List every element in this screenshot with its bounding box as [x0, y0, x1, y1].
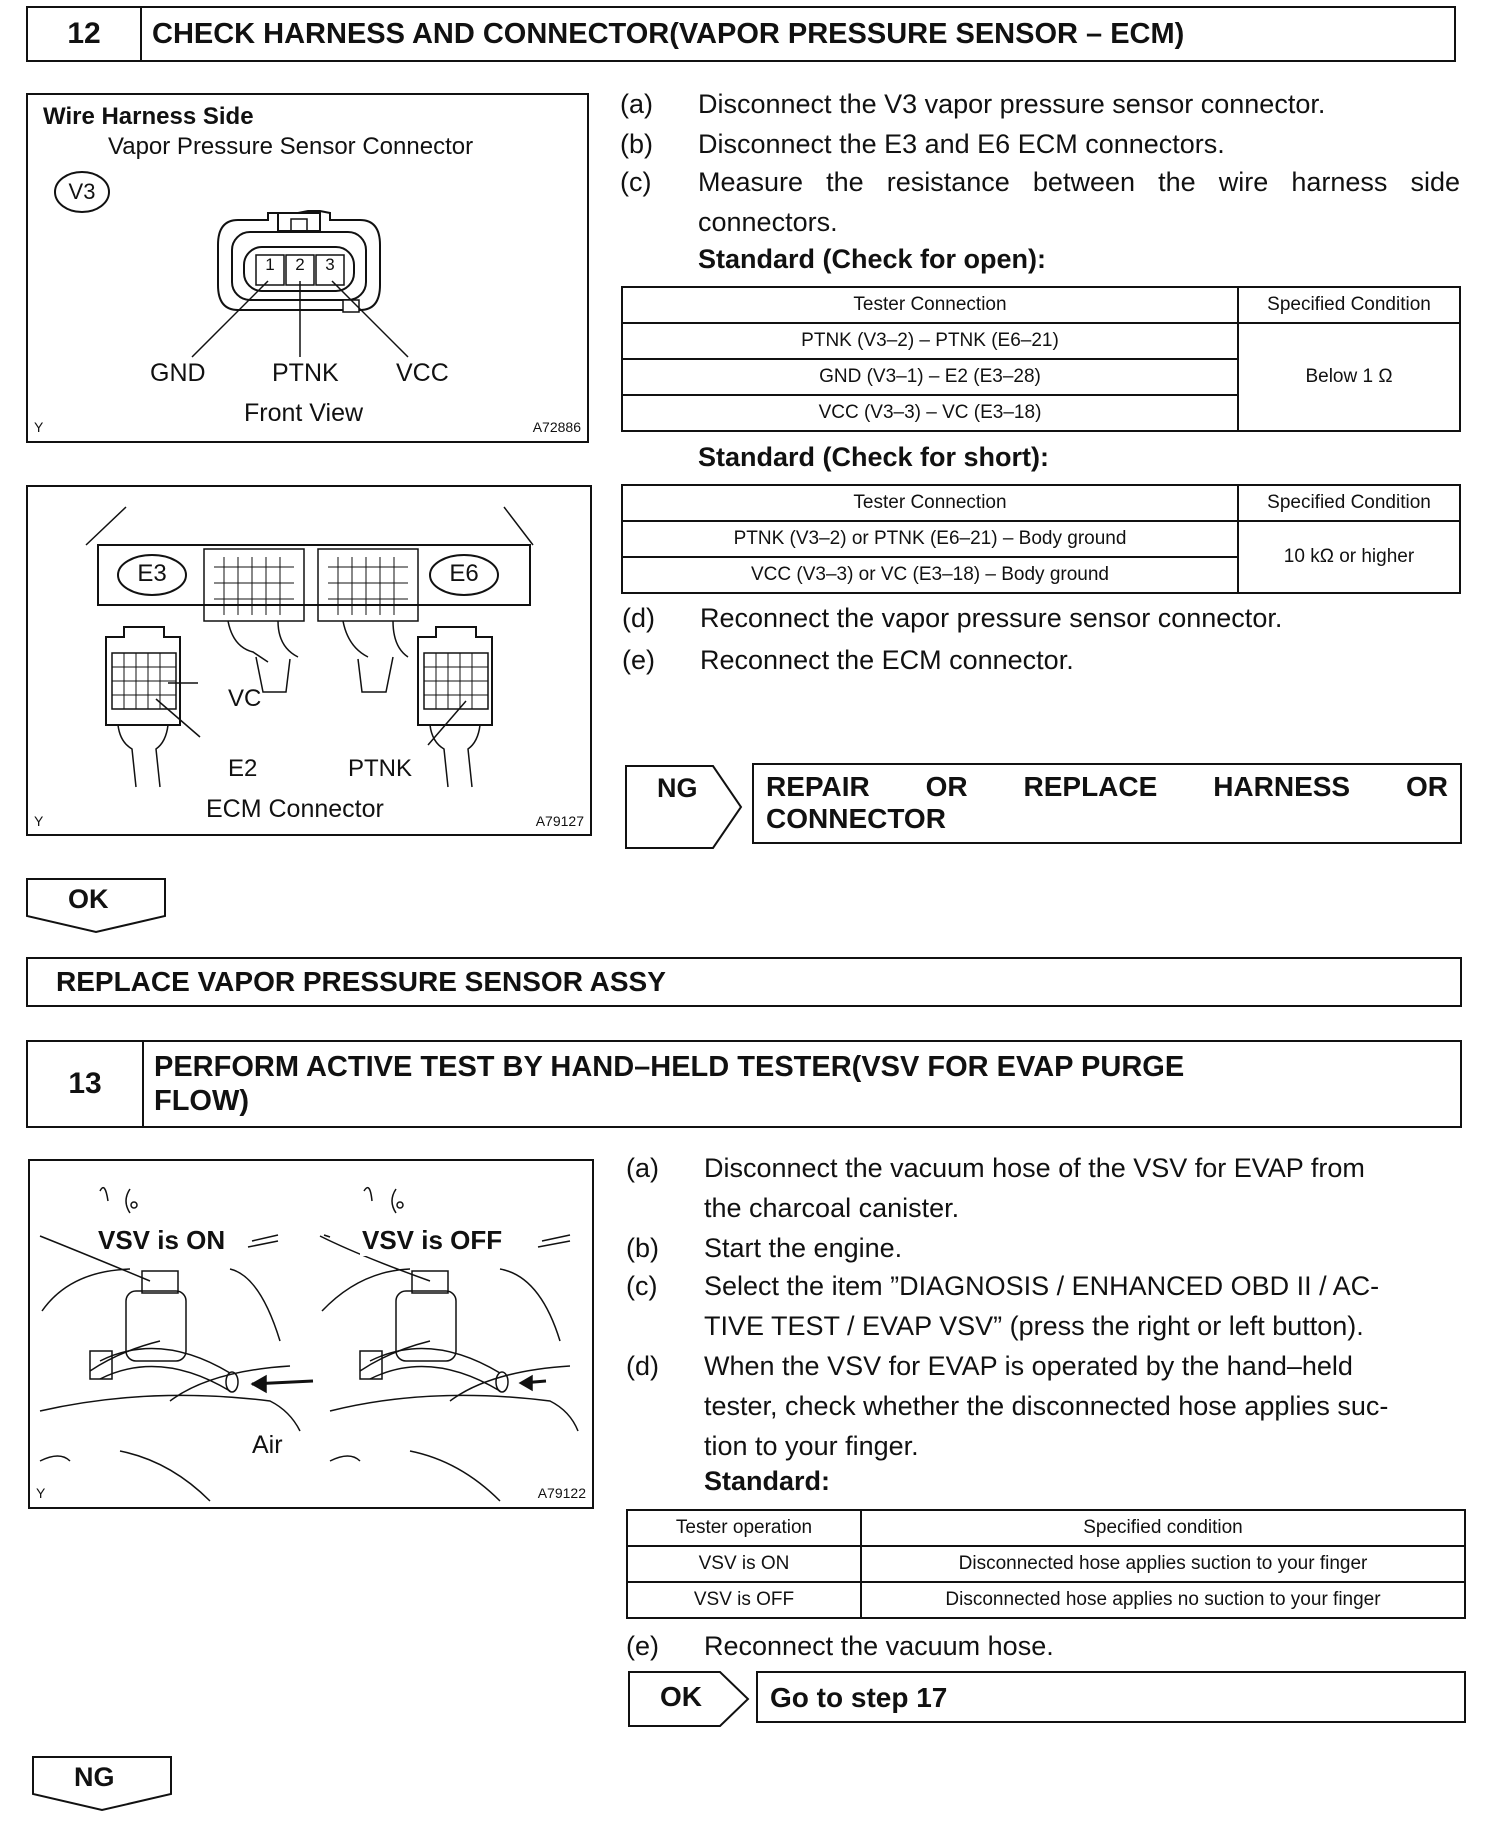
step13-standard-heading: Standard:: [704, 1466, 831, 1496]
step-line: Select the item ”DIAGNOSIS / ENHANCED OBD II / AC-: [704, 1271, 1380, 1301]
step-text: [704, 1228, 1466, 1268]
step13-number: 13: [28, 1042, 144, 1126]
label-gnd: GND: [150, 359, 206, 387]
step-label: (b): [626, 1233, 659, 1263]
ok-arrow-step13: [628, 1671, 750, 1727]
step13-e: [626, 1626, 1466, 1666]
table-cell: VSV is ON: [627, 1546, 861, 1582]
step-label: (d): [622, 603, 655, 633]
fig1-view: Front View: [244, 399, 364, 427]
ng-arrow-step12: [625, 765, 745, 849]
ok-action-box: [756, 1671, 1466, 1723]
ecm-connector-diagram: [28, 487, 590, 834]
label-vcc: VCC: [396, 359, 449, 387]
table-cell-condition: 10 kΩ or higher: [1238, 521, 1460, 593]
step13-c: [626, 1266, 1466, 1346]
step-label: (d): [626, 1351, 659, 1381]
step13-header: [26, 1040, 1462, 1128]
step-line: the charcoal canister.: [704, 1193, 960, 1223]
step12-title: CHECK HARNESS AND CONNECTOR(VAPOR PRESSURE SENSOR – ECM): [152, 18, 1185, 50]
table-cell: VCC (V3–3) – VC (E3–18): [622, 395, 1238, 431]
air-label: Air: [252, 1431, 283, 1459]
table-short: [621, 484, 1461, 594]
step-text: Disconnect the E3 and E6 ECM connectors.: [698, 129, 1225, 159]
table-cell-condition: Below 1 Ω: [1238, 323, 1460, 431]
table-cell: Disconnected hose applies no suction to your finger: [861, 1582, 1465, 1618]
table-cell: Disconnected hose applies suction to your finger: [861, 1546, 1465, 1582]
ng-action-word: REPLACE: [1023, 771, 1158, 802]
fig1-heading: Wire Harness Side: [43, 103, 254, 130]
step13-title-line2: FLOW): [154, 1085, 250, 1117]
step-line: Disconnect the vacuum hose of the VSV for EVAP from: [704, 1153, 1365, 1183]
th-tester-connection: Tester Connection: [622, 287, 1238, 323]
label-ptnk: PTNK: [272, 359, 339, 387]
ok-label: OK: [68, 884, 109, 914]
step-text: Disconnect the V3 vapor pressure sensor connector.: [698, 89, 1326, 119]
ok-arrow-step12: [26, 878, 166, 934]
th-specified-condition: Specified Condition: [1238, 287, 1460, 323]
standard-open-heading: Standard (Check for open):: [698, 244, 1047, 274]
fig1-subheading: Vapor Pressure Sensor Connector: [108, 133, 474, 160]
table-vsv: [626, 1509, 1466, 1619]
step-label: (b): [620, 129, 653, 159]
step-text: Measure the resistance between the wire harness side connectors.: [698, 167, 1460, 237]
table-cell: VCC (V3–3) or VC (E3–18) – Body ground: [622, 557, 1238, 593]
th-specified-condition: Specified Condition: [1238, 485, 1460, 521]
ng-action-box: [752, 763, 1462, 844]
step-text: Reconnect the vacuum hose.: [704, 1631, 1054, 1661]
figure-ecm-connector: [26, 485, 592, 836]
replace-sensor-text: REPLACE VAPOR PRESSURE SENSOR ASSY: [56, 966, 666, 997]
vsv-off-label: VSV is OFF: [362, 1225, 503, 1255]
label-e2: E2: [228, 755, 258, 782]
step12-number: 12: [28, 8, 142, 60]
pin-3: 3: [325, 255, 335, 274]
th-tester-connection: Tester Connection: [622, 485, 1238, 521]
step12-a: [620, 84, 1460, 124]
step-text: Reconnect the ECM connector.: [700, 645, 1074, 675]
step12-d: [622, 598, 1462, 638]
fig3-corner: Y: [36, 1485, 46, 1501]
ng-action-line2: CONNECTOR: [766, 803, 946, 834]
fig1-corner: Y: [34, 419, 44, 435]
th-tester-operation: Tester operation: [627, 1510, 861, 1546]
figure-vsv: [28, 1159, 594, 1509]
ng-arrow-step13: [32, 1756, 172, 1812]
step-line: Start the engine.: [704, 1233, 903, 1263]
fig2-corner: Y: [34, 813, 44, 829]
step12-b: [620, 124, 1460, 164]
replace-sensor-box: [26, 957, 1462, 1007]
table-open: [621, 286, 1461, 432]
step-label: (c): [620, 167, 652, 197]
step-label: (a): [626, 1153, 659, 1183]
ng-action-word: REPAIR: [766, 771, 870, 802]
step-line: When the VSV for EVAP is operated by the hand–held: [704, 1351, 1353, 1381]
step13-d: [626, 1346, 1466, 1466]
th-specified-condition: Specified condition: [861, 1510, 1465, 1546]
step13-title-line1: PERFORM ACTIVE TEST BY HAND–HELD TESTER(VSV FOR EVAP PURGE: [154, 1051, 1185, 1083]
step12-e: [622, 640, 1462, 680]
connector-id-v3: V3: [68, 179, 96, 204]
step-label: (e): [626, 1631, 659, 1661]
table-cell: PTNK (V3–2) or PTNK (E6–21) – Body ground: [622, 521, 1238, 557]
pin-1: 1: [265, 255, 275, 274]
ok-action-text: Go to step 17: [770, 1682, 948, 1713]
step12-header: [26, 6, 1456, 62]
step12-c: [620, 162, 1460, 242]
step-label: (e): [622, 645, 655, 675]
label-ptnk-ecm: PTNK: [348, 755, 413, 782]
ng-action-word: OR: [925, 771, 968, 802]
ng-action-line1: [766, 771, 1448, 803]
vsv-on-label: VSV is ON: [98, 1225, 226, 1255]
step-label: (a): [620, 89, 653, 119]
table-cell: GND (V3–1) – E2 (E3–28): [622, 359, 1238, 395]
fig2-code: A79127: [535, 813, 584, 829]
step-text: Reconnect the vapor pressure sensor connector.: [700, 603, 1283, 633]
fig3-code: A79122: [537, 1485, 586, 1501]
ng-label: NG: [74, 1762, 115, 1792]
table-cell: VSV is OFF: [627, 1582, 861, 1618]
fig1-code: A72886: [532, 419, 581, 435]
step13-title: [144, 1042, 1460, 1126]
step-label: (c): [626, 1271, 658, 1301]
step-line: TIVE TEST / EVAP VSV” (press the right or left button).: [704, 1311, 1364, 1341]
figure-v3-connector: [26, 93, 589, 443]
step13-b: [626, 1228, 1466, 1268]
step-text: [704, 1346, 1466, 1466]
vsv-diagram: [30, 1161, 592, 1507]
connector-id-e6: E6: [449, 560, 479, 587]
step-line: tester, check whether the disconnected hose applies suc-: [704, 1391, 1389, 1421]
ng-label: NG: [657, 773, 698, 803]
step-text: [704, 1148, 1466, 1228]
connector-id-e3: E3: [137, 560, 167, 587]
table-cell: PTNK (V3–2) – PTNK (E6–21): [622, 323, 1238, 359]
pin-2: 2: [295, 255, 305, 274]
fig2-caption: ECM Connector: [206, 795, 384, 823]
step-line: tion to your finger.: [704, 1431, 919, 1461]
step-text: [704, 1266, 1466, 1346]
ok-label: OK: [660, 1681, 702, 1712]
label-vc: VC: [228, 685, 262, 712]
ng-action-word: HARNESS: [1213, 771, 1351, 802]
standard-short-heading: Standard (Check for short):: [698, 442, 1050, 472]
step13-a: [626, 1148, 1466, 1228]
ng-action-word: OR: [1406, 771, 1448, 802]
